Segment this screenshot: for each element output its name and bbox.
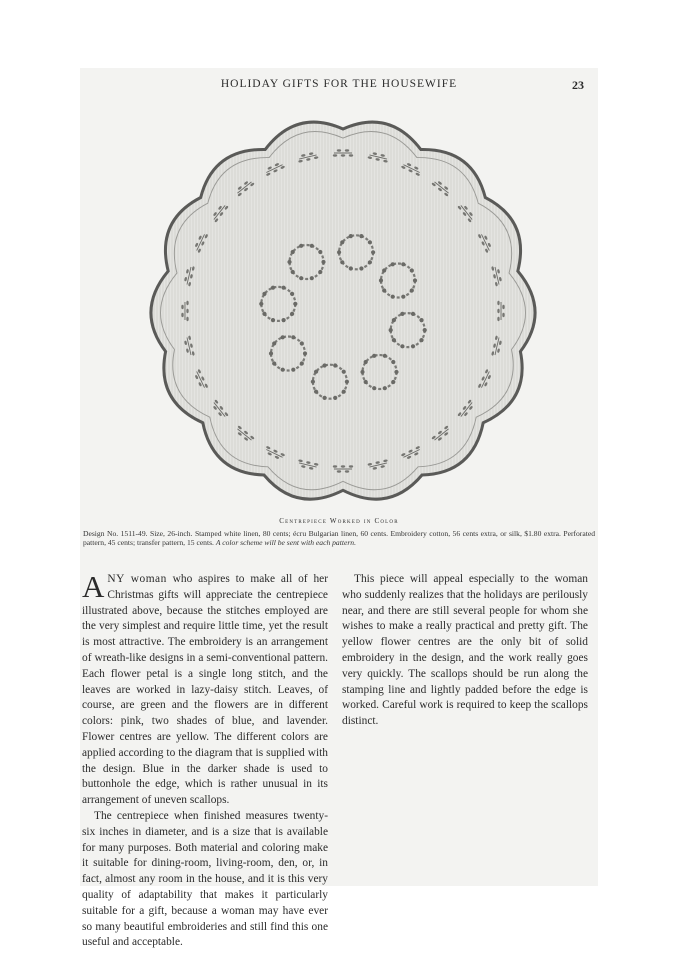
scalloped-linen-doily [151, 122, 535, 499]
drop-cap: A [82, 569, 105, 604]
figure-caption [83, 529, 595, 547]
paragraph-1-text: who aspires to make all of her Christmas gifts will appreciate the centrepiece illustrated above, because the stitches employed are the very simplest and require little time, yet the result is most attractive. The embroidery is an arrangement of wreath-like designs in a semi-conventional pattern. Each flower petal is a single long stitch, and the leaves are worked in lazy-daisy stitch. Leaves, of course, are green and the flowers are in different colors: pink, two shades of blue, and lavender. Flower centres are yellow. The different colors are applied according to the diagram that is supplied with the design. Blue in the darker shade is used to buttonhole the edge, which is rather unusual in its arrangement of uneven scallops. [82, 573, 328, 807]
article-paragraph-3: This piece will appeal especially to the woman who suddenly realizes that the holidays are perilously near, and there are still several people for whom she wishes to make a really practical and pretty gift. The yellow flower centres are the only bit of solid embroidery in the design, and the work really goes very quickly. The scallops should be run along the stamping line and lightly padded before the edge is worked. Careful work is required to keep the scallops distinct. [342, 573, 588, 728]
running-title: HOLIDAY GIFTS FOR THE HOUSEWIFE [220, 78, 458, 90]
article-column-left [82, 569, 328, 951]
figure-caption-body: Design No. 1511-49. Size, 26-inch. Stamped white linen, 80 cents; écru Bulgarian linen, 60 cents. Embroidery cotton, 56 cents extra, or silk, $1.80 extra. Perforated pattern, 45 cents; transfer pattern, 15 cents. [83, 529, 595, 548]
opening-words: NY woman [107, 573, 167, 585]
centrepiece-illustration [138, 110, 548, 513]
figure-caption-title: Centrepiece Worked in Color [279, 517, 399, 525]
article-paragraph-1 [82, 569, 328, 809]
article-column-right [342, 572, 588, 730]
doily-edge [151, 122, 535, 499]
magazine-page [80, 68, 598, 949]
article-paragraph-2: The centrepiece when finished measures twenty-six inches in diameter, and is a size that is available for many purposes. Both material and coloring make it suitable for dining-room, living-room, den, or, in fact, almost any room in the house, and it is this very quality of adaptability that makes it particularly suitable for a gift, because a woman may have ever so many beautiful embroideries and still find this one useful and acceptable. [82, 809, 328, 949]
figure-caption-note: A color scheme will be sent with each pattern. [215, 538, 356, 548]
page-header [80, 78, 598, 96]
page-number: 23 [572, 78, 584, 92]
